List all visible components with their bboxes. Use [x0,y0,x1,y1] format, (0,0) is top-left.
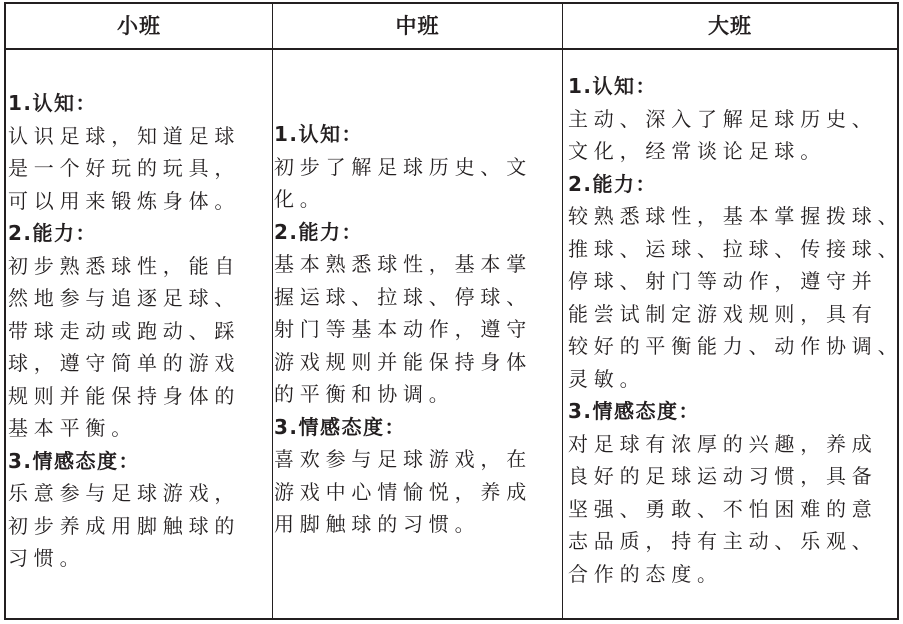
text-line: 文化，经常谈论足球。 [568,139,826,163]
text-line: 较熟悉球性，基本掌握拨球、 [568,204,903,228]
text-line: 合作的态度。 [568,561,723,586]
text-line: 基本熟悉球性，基本掌 [274,252,532,276]
text-line: 化。 [274,187,326,211]
text-line: 初步了解足球历史、文 [274,154,532,179]
text-line: 认识足球，知道足球 [8,123,241,148]
section-heading-cognition: 1.认知： [274,122,364,146]
table-header-row [6,4,897,50]
section-text-cognition [274,151,557,216]
text-line: 对足球有浓厚的兴趣，养成 [568,431,878,456]
section-text-emotional-attitude [274,443,557,541]
section-heading-cognition: 1.认知： [568,74,658,98]
section-heading-cognition: 1.认知： [8,91,98,115]
text-line: 坚强、勇敢、不怕困难的意 [568,496,878,521]
section-heading-ability: 2.能力： [8,221,98,245]
text-line: 乐意参与足球游戏， [8,481,241,505]
column-large-class [568,70,903,590]
text-line: 的平衡和协调。 [274,382,455,406]
text-line: 带球走动或跑动、踩 [8,318,241,343]
text-line: 游戏规则并能保持身体 [274,349,532,374]
section-heading-ability: 2.能力： [568,171,658,196]
text-line: 停球、射门等动作，遵守并 [568,269,878,293]
text-line: 规则并能保持身体的 [8,383,241,408]
section-heading-emotional-attitude: 3.情感态度： [8,448,141,473]
section-text-cognition [8,120,270,218]
text-line: 良好的足球运动习惯，具备 [568,464,878,488]
section-text-ability [8,250,270,445]
section-text-emotional-attitude [8,477,270,575]
text-line: 基本平衡。 [8,416,137,440]
text-line: 喜欢参与足球游戏，在 [274,447,532,471]
text-line: 然地参与追逐足球、 [8,286,241,310]
text-line: 能尝试制定游戏规则，具有 [568,301,878,326]
section-text-ability [568,200,903,395]
text-line: 习惯。 [8,546,86,570]
text-line: 可以用来锻炼身体。 [8,188,241,213]
text-line: 握运球、拉球、停球、 [274,284,532,309]
section-heading-emotional-attitude: 3.情感态度： [568,399,701,423]
text-line: 球，遵守简单的游戏 [8,351,241,375]
text-line: 射门等基本动作，遵守 [274,317,532,341]
text-line: 主动、深入了解足球历史、 [568,106,878,131]
text-line: 用脚触球的习惯。 [274,512,481,536]
text-line: 初步熟悉球性，能自 [8,253,241,278]
column-small-class [8,87,270,575]
header-cell-small-class: 小班 [117,14,161,38]
text-line: 初步养成用脚触球的 [8,513,241,538]
section-heading-emotional-attitude: 3.情感态度： [274,414,407,439]
section-heading-ability: 2.能力： [274,219,364,244]
section-text-cognition [568,103,893,168]
text-line: 推球、运球、拉球、传接球、 [568,236,903,261]
text-line: 是一个好玩的玩具， [8,156,241,180]
column-divider [562,4,563,618]
header-cell-middle-class: 中班 [395,14,440,38]
text-line: 较好的平衡能力、动作协调、 [568,334,903,358]
section-text-emotional-attitude [568,428,893,591]
column-divider [272,4,273,618]
section-text-ability [274,248,557,411]
text-line: 志品质，持有主动、乐观、 [568,529,878,553]
text-line: 游戏中心情愉悦，养成 [274,479,532,504]
header-cell-large-class: 大班 [708,14,752,38]
text-line: 灵敏。 [568,366,646,391]
column-middle-class [274,118,557,541]
